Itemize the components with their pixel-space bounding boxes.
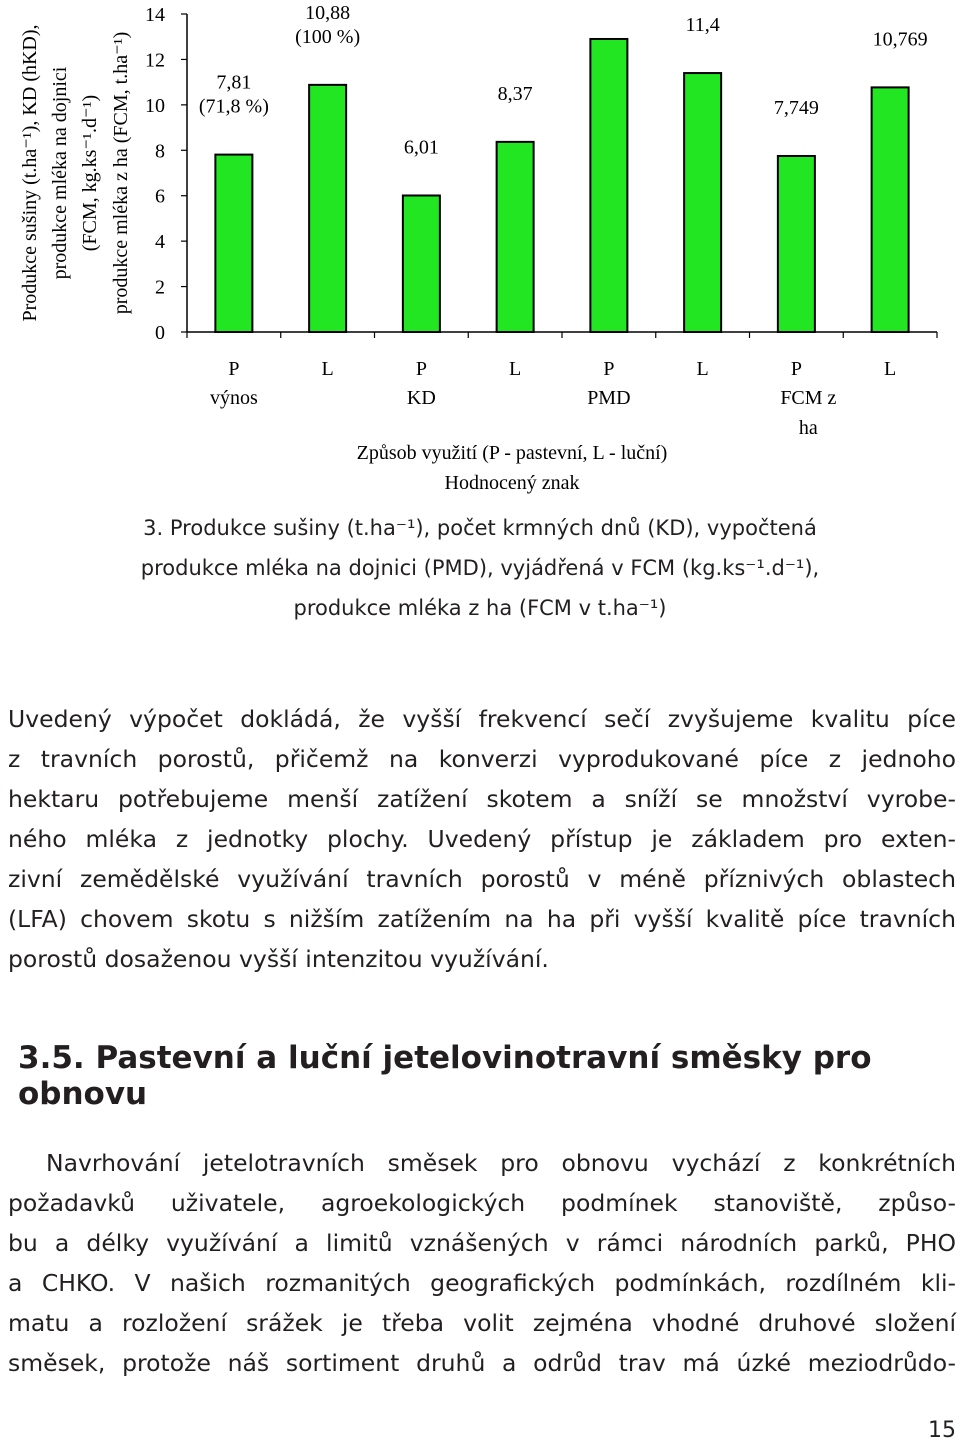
page-number: 15 <box>928 1418 956 1443</box>
paragraph-line: Navrhování jetelotravních směsek pro obnovu vychází z konkrétních <box>46 1149 956 1177</box>
data-label: 10,88 <box>305 1 351 24</box>
x-category-label: L <box>509 358 522 380</box>
y-axis-label: produkce mléka na dojnici <box>49 66 71 280</box>
paragraph-line: a CHKO. V našich rozmanitých geografických podmínkách, rozdílném kli- <box>8 1269 956 1297</box>
x-group-label: PMD <box>587 387 631 409</box>
bar <box>403 195 440 332</box>
x-category-label: L <box>696 358 709 380</box>
data-label: (100 %) <box>295 25 361 48</box>
x-category-label: P <box>790 358 802 380</box>
x-group-label: FCM z <box>780 387 837 409</box>
caption-line-3: produkce mléka z ha (FCM v t.ha⁻¹) <box>293 596 667 620</box>
bar <box>590 39 627 332</box>
bar <box>215 155 252 332</box>
bar <box>309 85 346 332</box>
bar-chart <box>0 0 960 500</box>
data-label: 8,37 <box>497 82 533 105</box>
data-label: 11,4 <box>685 14 720 37</box>
x-category-label: P <box>415 358 427 380</box>
bar <box>497 142 534 332</box>
paragraph-line: z travních porostů, přičemž na konverzi vyprodukované píce z jednoho <box>8 745 956 773</box>
y-tick-label: 12 <box>145 49 165 72</box>
paragraph-line: (LFA) chovem skotu s nižším zatížením na ha při vyšší kvalitě píce travních <box>8 905 956 933</box>
paragraph-line: požadavků uživatele, agroekologických podmínek stanoviště, způso- <box>8 1189 956 1217</box>
y-tick-label: 4 <box>155 231 165 254</box>
x-category-label: L <box>884 358 897 380</box>
y-tick-label: 10 <box>145 94 165 117</box>
data-label: 7,749 <box>773 96 819 119</box>
x-axis-label: Hodnocený znak <box>444 472 580 494</box>
y-axis-label: produkce mléka z ha (FCM, t.ha⁻¹) <box>110 31 132 315</box>
x-category-label: P <box>228 358 240 380</box>
bar <box>872 87 909 332</box>
paragraph-line: Uvedený výpočet dokládá, že vyšší frekvencí sečí zvyšujeme kvalitu píce <box>8 705 956 733</box>
body-paragraph-1 <box>8 699 956 979</box>
section-heading: 3.5. Pastevní a luční jetelovinotravní směsky pro obnovu <box>18 1040 872 1112</box>
paragraph-line: směsek, protože náš sortiment druhů a odrůd trav má úzké meziodrůdo- <box>8 1349 956 1377</box>
x-group-label: ha <box>798 417 818 439</box>
y-tick-label: 6 <box>155 185 165 208</box>
x-category-label: L <box>321 358 334 380</box>
y-tick-label: 14 <box>145 4 165 26</box>
y-tick-label: 0 <box>155 322 165 344</box>
bar <box>684 73 721 332</box>
y-axis-label: Produkce sušiny (t.ha⁻¹), KD (hKD), <box>19 24 41 322</box>
data-label <box>591 0 626 2</box>
figure-caption <box>0 508 960 628</box>
caption-line-1: 3. Produkce sušiny (t.ha⁻¹), počet krmných dnů (KD), vypočtená <box>143 516 817 540</box>
data-label: 10,769 <box>872 28 928 51</box>
x-group-label: KD <box>406 387 436 409</box>
y-axis-label: (FCM, kg.ks⁻¹.d⁻¹) <box>79 94 101 252</box>
paragraph-line: hektaru potřebujeme menší zatížení skotem a sníží se množství vyrobe- <box>8 785 956 813</box>
paragraph-line: porostů dosaženou vyšší intenzitou využívání. <box>8 945 549 973</box>
bar <box>778 156 815 332</box>
x-group-label: výnos <box>209 387 258 409</box>
data-label: (71,8 %) <box>198 95 269 118</box>
paragraph-line: zivní zemědělské využívání travních porostů v méně příznivých oblastech <box>8 865 956 893</box>
paragraph-line: matu a rozložení srážek je třeba volit zejména vhodné druhové složení <box>8 1309 956 1337</box>
caption-line-2: produkce mléka na dojnici (PMD), vyjádřená v FCM (kg.ks⁻¹.d⁻¹), <box>140 556 820 580</box>
y-tick-label: 2 <box>155 276 165 299</box>
paragraph-line: bu a délky využívání a limitů vznášených v rámci národních parků, PHO <box>8 1229 956 1257</box>
paragraph-line: ného mléka z jednotky plochy. Uvedený přístup je základem pro exten- <box>8 825 956 853</box>
data-label: 6,01 <box>403 136 439 159</box>
data-label: 7,81 <box>216 71 252 94</box>
body-paragraph-2 <box>8 1143 956 1383</box>
x-axis-label: Způsob využití (P - pastevní, L - luční) <box>356 442 668 464</box>
y-tick-label: 8 <box>155 140 165 163</box>
x-category-label: P <box>603 358 615 380</box>
